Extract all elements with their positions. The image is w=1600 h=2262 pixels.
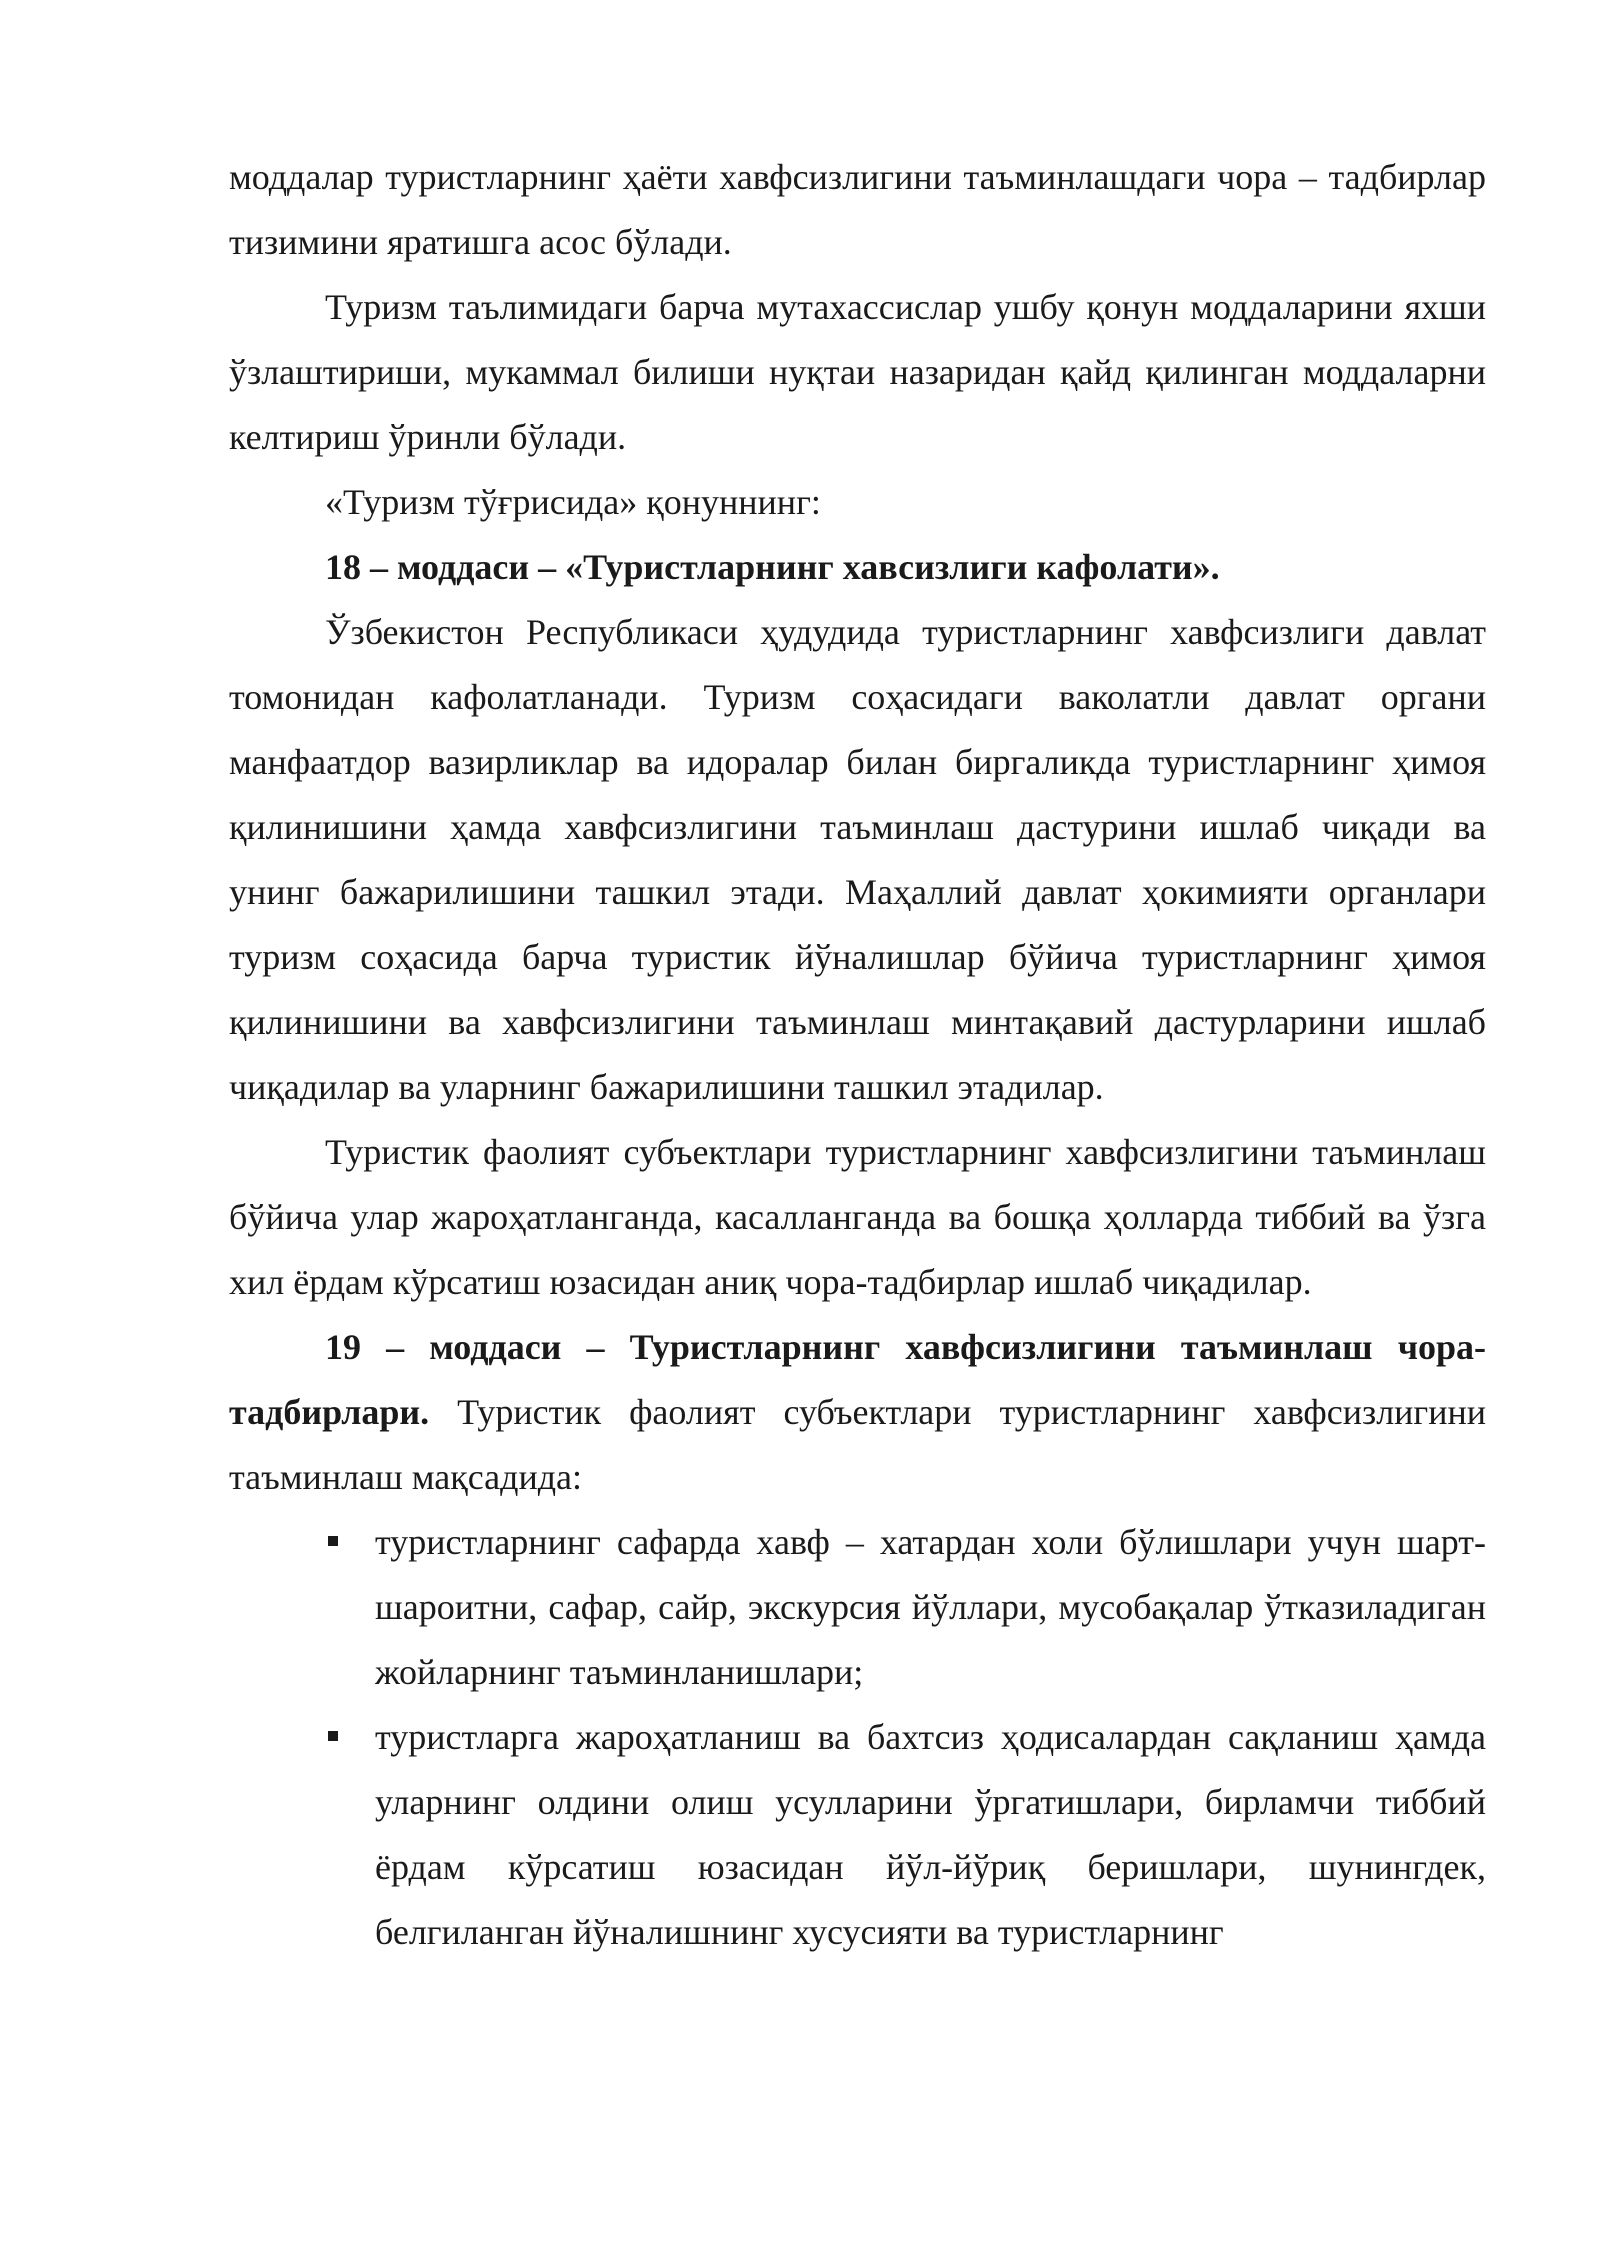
- list-item-text: туристларга жароҳатланиш ва бахтсиз ҳодисалардан сақланиш ҳамда уларнинг олдини олиш усулларини ўргатишлари, бирламчи тиббий ёрдам кўрсатиш юзасидан йўл-йўриқ беришлари, шунингдек, белгиланган йўналишнинг хусусияти ва туристларнинг: [375, 1717, 1486, 1952]
- list-item: [229, 1705, 1486, 1965]
- list-item: [229, 1510, 1486, 1705]
- paragraph-article-18-body: Ўзбекистон Республикаси ҳудудида туристларнинг хавфсизлиги давлат томонидан кафолатланади. Туризм соҳасидаги ваколатли давлат органи манфаатдор вазирликлар ва идоралар билан биргаликда туристларнинг ҳимоя қилинишини ҳамда хавфсизлигини таъминлаш дастурини ишлаб чиқади ва унинг бажарилишини ташкил этади. Маҳаллий давлат ҳокимияти органлари туризм соҳасида барча туристик йўналишлар бўйича туристларнинг ҳимоя қилинишини ва хавфсизлигини таъминлаш минтақавий дастурларини ишлаб чиқадилар ва уларнинг бажарилишини ташкил этадилар.: [229, 612, 1486, 1107]
- paragraph-law-intro: «Туризм тўғрисида» қонуннинг:: [325, 482, 821, 522]
- square-bullet-icon: [328, 1536, 338, 1546]
- paragraph-subjects: Туристик фаолият субъектлари туристларнинг хавфсизлигини таъминлаш бўйича улар жароҳатланганда, касалланганда ва бошқа ҳолларда тиббий ва ўзга хил ёрдам кўрсатиш юзасидан аниқ чора-тадбирлар ишлаб чиқадилар.: [229, 1132, 1486, 1302]
- paragraph-continuation: моддалар туристларнинг ҳаёти хавфсизлигини таъминлашдаги чора – тадбирлар тизимини яратишга асос бўлади.: [229, 157, 1486, 262]
- article-19-heading: 19 – моддаси – Туристларнинг хавфсизлигини таъминлаш чора-тадбирлари.: [229, 1327, 1486, 1432]
- article-19-body: Туристик фаолият субъектлари туристларнинг хавфсизлигини таъминлаш мақсадида:: [229, 1392, 1486, 1497]
- measures-list: [229, 1510, 1486, 1965]
- document-body: [229, 145, 1486, 1965]
- paragraph-education: Туризм таълимидаги барча мутахассислар ушбу қонун моддаларини яхши ўзлаштириши, мукаммал билиши нуқтаи назаридан қайд қилинган моддаларни келтириш ўринли бўлади.: [229, 287, 1486, 457]
- square-bullet-icon: [328, 1731, 338, 1741]
- list-item-text: туристларнинг сафарда хавф – хатардан холи бўлишлари учун шарт-шароитни, сафар, сайр, экскурсия йўллари, мусобақалар ўтказиладиган жойларнинг таъминланишлари;: [375, 1522, 1486, 1692]
- article-18-heading: 18 – моддаси – «Туристларнинг хавсизлиги кафолати».: [325, 547, 1220, 587]
- paragraph-article-19: [229, 1315, 1486, 1510]
